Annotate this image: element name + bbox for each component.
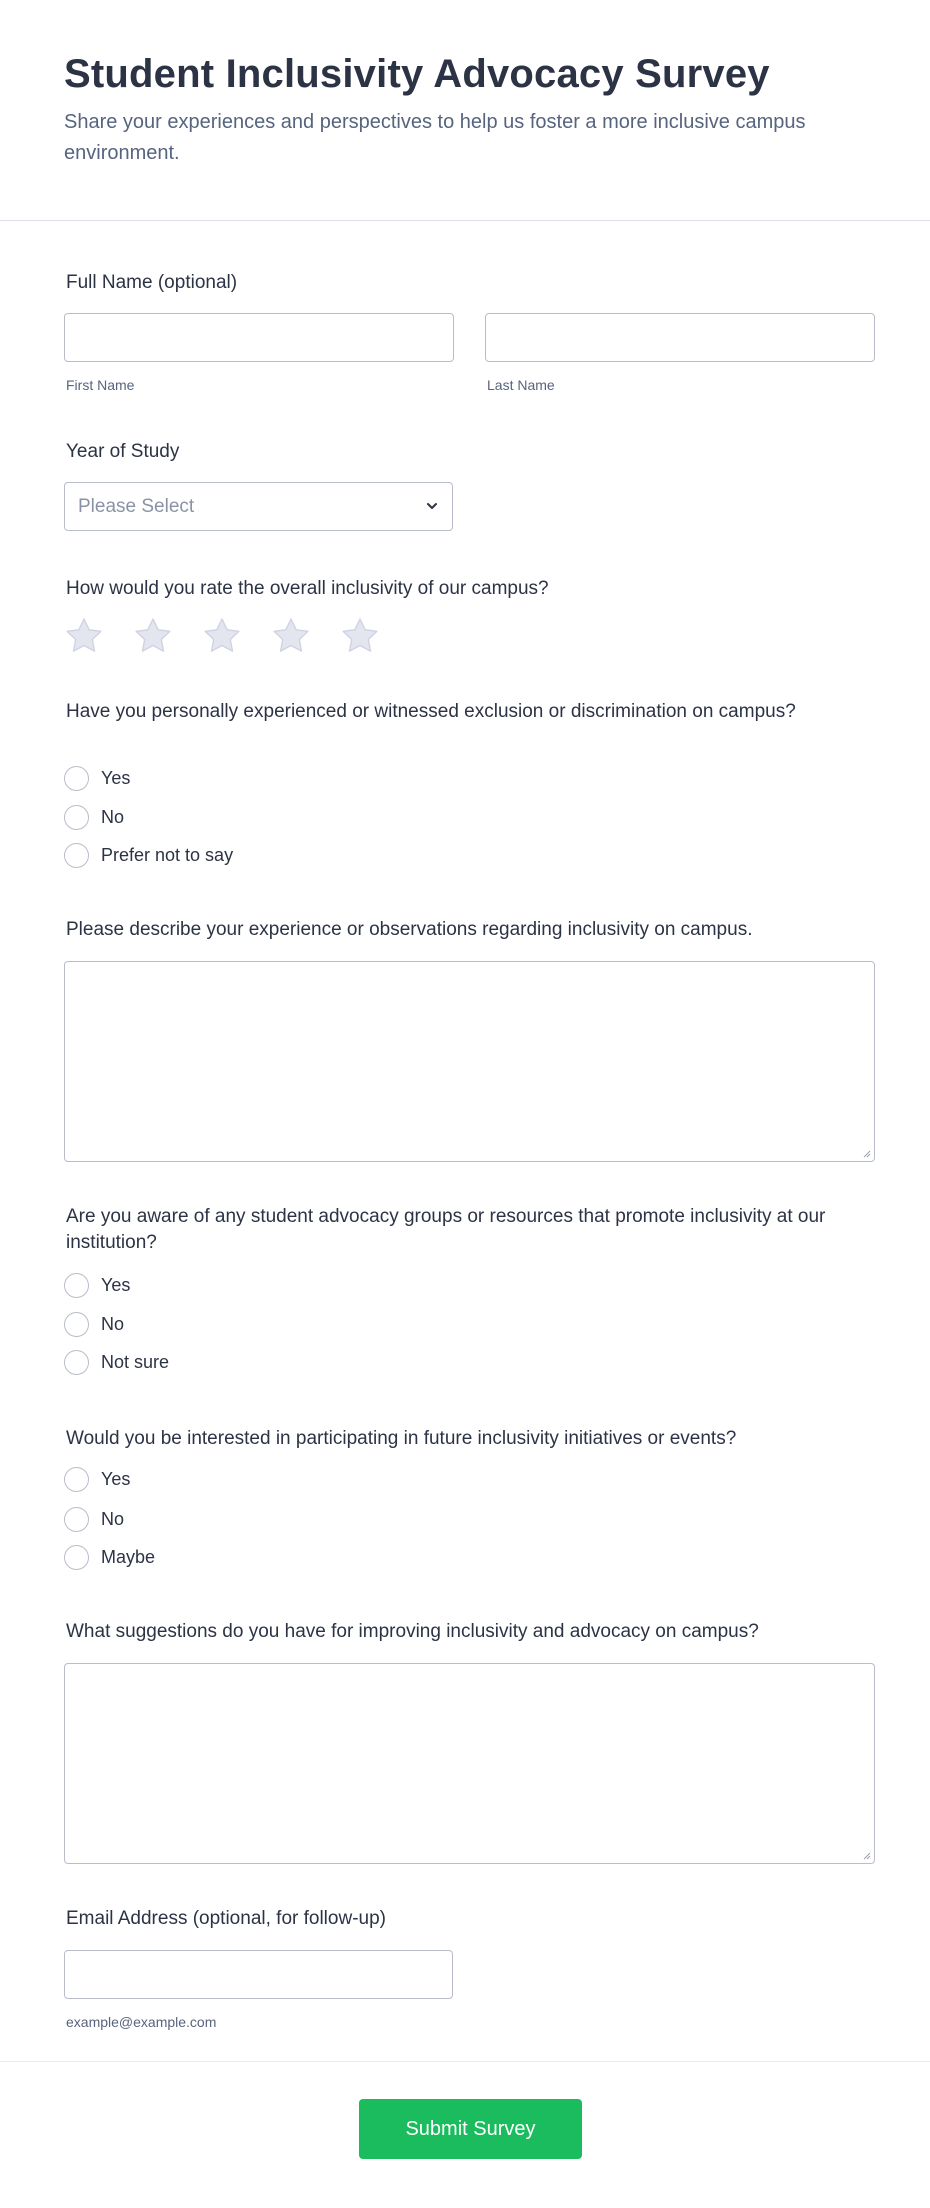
star-icon[interactable] [271, 616, 311, 656]
option-label: Yes [101, 1274, 131, 1295]
full-name-label: Full Name (optional) [66, 272, 238, 293]
option-label: Prefer not to say [101, 844, 234, 865]
radio-button[interactable] [64, 843, 89, 868]
header-divider [0, 220, 930, 221]
experienced-option-no[interactable] [64, 804, 124, 830]
chevron-down-icon [424, 498, 440, 514]
radio-button[interactable] [64, 1273, 89, 1298]
aware-option-no[interactable] [64, 1311, 124, 1337]
experienced-label: Have you personally experienced or witnessed exclusion or discrimination on campus? [66, 701, 796, 722]
star-rating [64, 616, 380, 656]
page-title: Student Inclusivity Advocacy Survey [64, 52, 770, 96]
describe-label: Please describe your experience or observations regarding inclusivity on campus. [66, 919, 753, 940]
star-icon[interactable] [202, 616, 242, 656]
select-placeholder: Please Select [78, 496, 195, 517]
resize-handle-icon[interactable] [863, 1852, 871, 1860]
suggestions-label: What suggestions do you have for improving inclusivity and advocacy on campus? [66, 1621, 759, 1642]
email-label: Email Address (optional, for follow-up) [66, 1908, 386, 1929]
radio-button[interactable] [64, 1350, 89, 1375]
radio-button[interactable] [64, 1312, 89, 1337]
aware-label: Are you aware of any student advocacy groups or resources that promote inclusivity at our institution? [66, 1206, 826, 1253]
star-icon[interactable] [340, 616, 380, 656]
first-name-input[interactable] [64, 313, 454, 362]
interested-option-no[interactable] [64, 1506, 124, 1532]
experienced-option-yes[interactable] [64, 765, 130, 791]
radio-button[interactable] [64, 1507, 89, 1532]
radio-button[interactable] [64, 805, 89, 830]
aware-option-not-sure[interactable] [64, 1349, 169, 1375]
interested-option-maybe[interactable] [64, 1544, 155, 1570]
email-sublabel: example@example.com [66, 2014, 217, 2030]
suggestions-textarea[interactable] [64, 1663, 875, 1864]
last-name-sublabel: Last Name [487, 377, 555, 393]
option-label: Yes [101, 1468, 131, 1489]
describe-textarea[interactable] [64, 961, 875, 1162]
footer-divider [0, 2061, 930, 2062]
star-icon[interactable] [64, 616, 104, 656]
submit-survey-button[interactable]: Submit Survey [359, 2099, 582, 2159]
radio-button[interactable] [64, 1545, 89, 1570]
option-label: Maybe [101, 1546, 156, 1567]
interested-option-yes[interactable] [64, 1466, 130, 1492]
experienced-option-prefer-not[interactable] [64, 842, 233, 868]
aware-option-yes[interactable] [64, 1272, 130, 1298]
rating-label: How would you rate the overall inclusivity of our campus? [66, 578, 549, 599]
year-of-study-select[interactable] [64, 482, 453, 531]
radio-button[interactable] [64, 1467, 89, 1492]
resize-handle-icon[interactable] [863, 1150, 871, 1158]
first-name-sublabel: First Name [66, 377, 135, 393]
interested-label: Would you be interested in participating in future inclusivity initiatives or events? [66, 1428, 737, 1449]
last-name-input[interactable] [485, 313, 875, 362]
star-icon[interactable] [133, 616, 173, 656]
option-label: Not sure [101, 1351, 170, 1372]
option-label: Yes [101, 767, 131, 788]
page-subtitle: Share your experiences and perspectives to help us foster a more inclusive campus environment. [64, 111, 806, 164]
option-label: No [101, 1508, 125, 1529]
option-label: No [101, 806, 125, 827]
email-input[interactable] [64, 1950, 453, 1999]
year-of-study-label: Year of Study [66, 441, 180, 462]
radio-button[interactable] [64, 766, 89, 791]
option-label: No [101, 1313, 125, 1334]
